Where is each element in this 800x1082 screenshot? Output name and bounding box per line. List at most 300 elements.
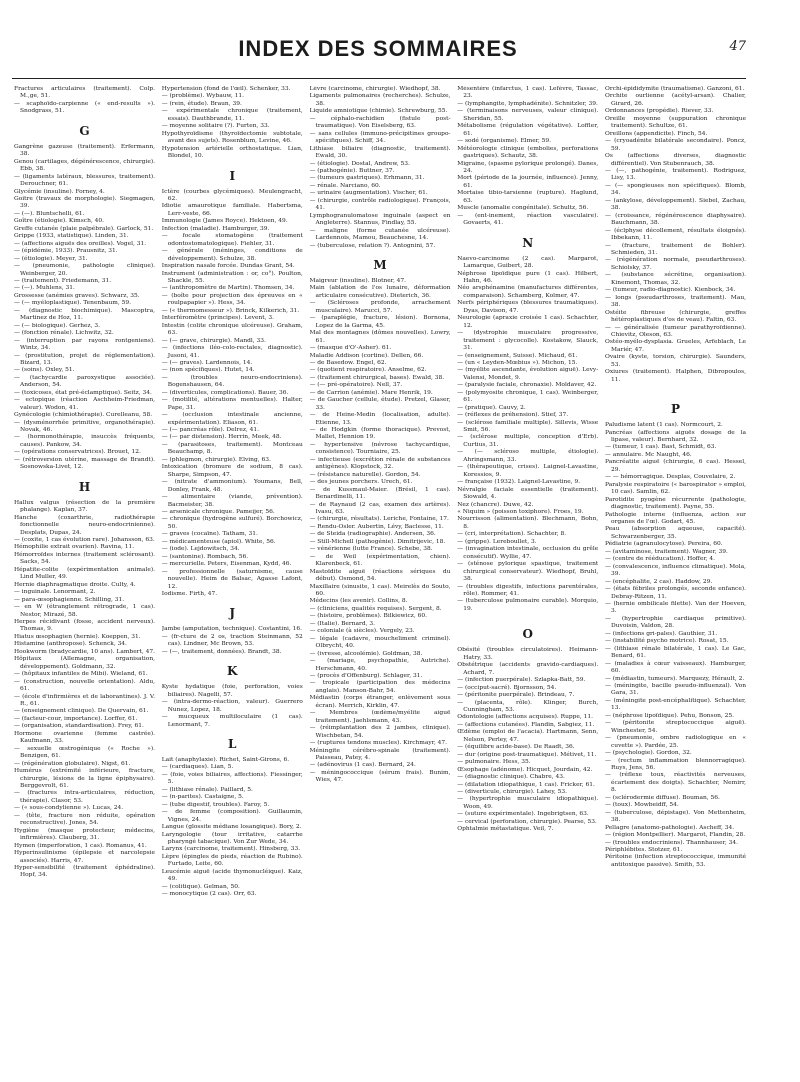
- index-entry: — tropicale (participation des médecins anglais). Manson-Bahr, 54.: [309, 680, 451, 694]
- index-entry: — (pneumonie, pathologie clinique). Weinberger, 20.: [14, 263, 155, 277]
- index-entry: — méningococcique (sérum frais). Bunim, Wies, 47.: [309, 769, 451, 784]
- index-entry: Hypothyroïdisme (thyroïdectomie subtotale, avant des sujets). Rosenblum, Levine, 46.: [161, 130, 303, 145]
- index-entry: — (pratique). Cauvy, 2.: [457, 404, 526, 411]
- index-entry: — sans cellules (immuno-précipitines groupo-spécifiques). Schiff, 34.: [309, 130, 451, 145]
- page-title: INDEX DES SOMMAIRES: [238, 36, 518, 61]
- index-entry: Oxiures (traitement). Halphen, Dibropoulos, 11.: [605, 369, 746, 383]
- index-entry: — (hôpitaux infantiles de Mibi). Wieland, 61.: [14, 671, 148, 678]
- index-entry: — (—). Bluntschelli, 61.: [14, 210, 85, 217]
- index-entry: — (chirurgie, contrôle radiologique). François, 41.: [309, 197, 451, 212]
- index-entry: — (— pré-opératoire). Nell, 37.: [309, 382, 403, 389]
- index-entry: Inspiration nasale forcée. Dundas Grant, 54.: [161, 263, 295, 270]
- index-entry: — (résistance naturelle). Gordon, 54.: [309, 471, 421, 478]
- index-entry: — (infection puerpérale). Szlapka-Batt, 59.: [457, 677, 586, 684]
- index-entry: — (soins). Oxley, 51.: [14, 367, 75, 374]
- index-entry: — (traitement). Friedemann, 31.: [14, 277, 112, 284]
- index-entry: — (éclphyse décollement, résultats éloignés). Ibbekann, 11.: [605, 227, 746, 242]
- index-entry: — (coxite, 1 cas évolution rare). Johansson, 63.: [14, 537, 155, 544]
- index-entry: Ostéite fibreuse (chirurgie, greffes hétéroplastiques d'os de veau). Faltin, 63.: [605, 309, 746, 324]
- index-entry: — de Carrion (anémie). Mare Henrik, 19.: [309, 389, 433, 396]
- index-entry: Hookworm (bradycardie, 10 ans). Lambert, 47.: [14, 648, 155, 655]
- index-entry: — (tachycardie paroxystique associée). Anderson, 54.: [14, 374, 155, 389]
- index-entry: — (épidémie, 1933). Prausnitz, 31.: [14, 248, 118, 255]
- index-entry: — (— spongieuses non spécifiques). Blomb, 34.: [605, 182, 746, 197]
- index-entry: — (hypertrophie musculaire idiopathique). Woon, 49.: [457, 796, 599, 810]
- index-entry: Lait (anaphylaxie). Richet, Saint-Girons, 6.: [161, 756, 290, 763]
- index-entry: — dur (origine post-traumatique). Métivet, 11.: [457, 751, 597, 758]
- index-entry: — (ruptures tendons muscles). Kirchmayr, 47.: [309, 740, 447, 747]
- index-entry: — (— pancréas rôle). Delrez, 41.: [161, 427, 260, 434]
- index-entry: — (hypertrophie cardiaque primitive). Duvoisin, Valdon, 28.: [605, 615, 746, 630]
- index-entry: — (lithiase rénale bilatérale, 1 cas). Le Gac, Benard, 61.: [605, 645, 746, 660]
- index-entry: Mortaise tibio-tarsienne (rupture). Haglund, 63.: [457, 190, 599, 204]
- index-entry: Iodisme. Firth, 47.: [161, 591, 218, 597]
- index-entry: — (anthropomètre de Martin). Thomsen, 34.: [161, 285, 295, 292]
- index-entry: — focale stomatogène (traitement odontostomatologique). Fiehler, 31.: [161, 233, 303, 247]
- index-column: [457, 86, 598, 1076]
- index-entry: — des jeunes porchers. Urech, 61.: [309, 479, 413, 486]
- index-entry: Mort (période de la journée, influence). Jenny, 61.: [457, 175, 599, 189]
- index-entry: — (problème). Wybauw, 11.: [161, 93, 244, 100]
- index-entry: — mercurielle. Peters, Eisenman, Kydd, 46.: [161, 561, 292, 568]
- index-entry: — vénérienne (lutte France). Schebe, 38.: [309, 546, 433, 553]
- index-entry: — de Basedow. Engel, 62.: [309, 359, 387, 366]
- index-entry: Œsophage (adénome). Hicquet, Jourdain, 42.: [457, 766, 593, 773]
- index-columns: [14, 86, 746, 1076]
- index-entry: — (adénovirus (1 cas). Bernard, 24.: [309, 762, 416, 769]
- index-entry: — (tumeur, radio-diagnostic). Kienbock, 34.: [605, 287, 736, 294]
- index-entry: — (troubles neuro-endocriniens). Bogenshausen, 64.: [161, 374, 303, 389]
- index-entry: — — généralisée (tumeur parathyroïdienne). Chievitz, Oleson, 63.: [605, 324, 746, 338]
- index-entry: Néphrose lipoïdique pure (1 cas). Hilbert, Hahn, 46.: [457, 270, 599, 284]
- index-entry: — (troubles digestifs, infections parentérales, rôle). Rommer, 41.: [457, 583, 599, 597]
- index-entry: Hanche (coxarthrie, radiothérapie fonctionnelle neuro-endocrinienne). Desplats, Dupas, 24.: [14, 514, 155, 536]
- index-entry: Métabolisme (régulation végétative). Loffler, 61.: [457, 123, 599, 137]
- index-entry: — (tumeurs gastriques). Erhmann, 31.: [309, 175, 425, 182]
- index-entry: Migraine, (spasme pylorique prolongé). Danes, 24.: [457, 160, 599, 174]
- index-entry: — (paralysie faciale, chronaxie). Moldaver, 42.: [457, 382, 597, 389]
- index-entry: « Niquim » (poisson toxiphore). Froes, 19.: [457, 509, 584, 516]
- index-column: [605, 86, 746, 1076]
- index-entry: — (école d'infirmières et de laborantines). J. V. R., 61.: [14, 693, 155, 707]
- index-entry: Hypertension (fond de l'œil). Schenker, 33.: [161, 86, 291, 92]
- header-rule: [12, 78, 746, 79]
- index-entry: — (— scléroso multiple, étiologie). Ahringsmann, 33.: [457, 449, 599, 463]
- index-entry: — de Heine-Medin (localisation, adulte). Etienne, 13.: [309, 412, 451, 426]
- index-entry: — (péritonite streptococcique aiguë). Winchester, 54.: [605, 720, 746, 734]
- index-entry: Kyste hydatique (foie, perforation, voies biliaires). Nagelli, 57.: [161, 684, 303, 698]
- index-entry: — (réflexes de préhension). Stief, 37.: [457, 412, 569, 419]
- index-entry: — (iode). Lejdowitsch, 34.: [161, 546, 240, 553]
- index-column: [162, 86, 303, 1076]
- index-entry: — (organisation, standardisation). Frey, 61.: [14, 723, 144, 730]
- index-entry: — (croissance, régénérescence diaphysaire). Bauchmann, 38.: [605, 212, 746, 227]
- index-entry: — (un « Leyden-Mœbius »). Michon, 15.: [457, 359, 578, 366]
- index-entry: — (procès d'Offenburg). Schlager, 31.: [309, 672, 423, 679]
- section-letter-h: H: [78, 479, 91, 494]
- index-entry: Langue (glossite médiane losangique). Bory, 2.: [161, 824, 302, 831]
- index-entry: Hyperinsulinisme (épilepsie et narcolepsie associés). Harris, 47.: [14, 850, 155, 864]
- index-entry: Hiatus œsophagien (hernie). Koeppen, 31.: [14, 633, 141, 640]
- index-entry: — (étiologie). Dostal, Andrew, 53.: [309, 160, 410, 167]
- index-entry: — (régénération globulaire). Nigst, 61.: [14, 760, 131, 767]
- index-entry: — (enseignement, Suisse). Michaud, 61.: [457, 352, 578, 359]
- index-entry: — (équilibre acide-base). De Raadt, 36.: [457, 744, 575, 751]
- index-entry: — chronique (hydrogène sulfuré). Borchowicz, 50.: [161, 516, 303, 530]
- page-number: 47: [729, 39, 746, 54]
- index-entry: — (thérapeutique, crises). Laignel-Lavastine, Koressios, 9.: [457, 464, 599, 478]
- index-entry: Hormone ovarienne (femme castrée). Kaufmann, 33.: [14, 730, 155, 745]
- index-entry: — (hormonothérapie, insuccès fréquents, causes). Pankow, 34.: [14, 434, 155, 448]
- index-entry: — (fonction rénale). Lichwitz, 32.: [14, 330, 114, 337]
- index-entry: Pellagre (anatomo-pathologie). Ascheff, 34.: [605, 824, 735, 831]
- index-entry: — para-œsophagienne. Schilling, 31.: [14, 596, 125, 603]
- index-entry: — rénale. Narciano, 60.: [309, 182, 381, 189]
- index-entry: — (psychologie). Gordon, 32.: [605, 750, 692, 757]
- index-entry: Herpes récidivant (fosse, accident nerveux). Thomas, 9.: [14, 619, 155, 633]
- index-entry: — (régénération normale, pseudarthroses). Schiolsky, 37.: [605, 257, 746, 271]
- index-entry: — (instabilité psycho motrice). Rosat, 15.: [605, 638, 729, 645]
- section-letter-k: K: [227, 664, 238, 679]
- index-entry: — (phlegmon, chirurgie). Elving, 63.: [161, 456, 271, 463]
- index-entry: — (dystrophie musculaire progressive, traitement : glycocolle). Kostakow, Slauck, 31.: [457, 330, 599, 352]
- index-entry: Genou (cartilages, dégénérescence, chirurgie). Ebb, 38.: [14, 158, 155, 173]
- index-entry: Greffe cutanée (plaie palpébrale). Garlock, 51.: [14, 225, 154, 232]
- index-entry: Grippe (1933, statistique). Linden, 31.: [14, 233, 129, 240]
- index-entry: — Rendu-Osler. Aubertin, Lévy, Baclesse, 11.: [309, 523, 444, 530]
- index-entry: — expérimentale chronique (traitement, essais). Dauthbrande, 11.: [161, 108, 303, 122]
- index-entry: — Membres (œdème/myélite aiguë traitement). Jaehlsmann, 43.: [309, 710, 451, 724]
- index-entry: Hémophilie extrait ovarien). Ravina, 11.: [14, 544, 135, 551]
- index-entry: Maladie Addison (cortine). Dellen, 66.: [309, 352, 424, 359]
- index-entry: — (facteur-cour, importance). Lorffer, 61.: [14, 715, 138, 722]
- index-entry: — (diagnostic clinique). Chabre, 43.: [457, 774, 565, 781]
- index-entry: Oreille moyenne (suppuration chronique traitement). Schultze, 61.: [605, 115, 746, 130]
- index-entry: Lithiase biliaire (diagnostic, traitement). Ewald, 30.: [309, 145, 451, 160]
- index-entry: Paludisme latent (1 cas). Normcourt, 2.: [605, 422, 723, 429]
- index-entry: — (traitement chirurgical, bases). Ewald, 38.: [309, 374, 445, 381]
- index-entry: Ovaire (kyste, torsion, chirurgie). Saunders, 53.: [605, 354, 746, 368]
- index-entry: Hôpitaux (Allemagne, organisation, développement). Goldmann, 32.: [14, 656, 155, 670]
- index-entry: Nerfs périphériques (blessures traumatiques). Dyas, Davison, 47.: [457, 300, 599, 314]
- index-entry: — (— biologique). Gerhez, 3.: [14, 322, 100, 329]
- index-entry: — (enseignement clinique). De Quervain, 61.: [14, 708, 149, 715]
- index-entry: — (Italie). Bernard, 3.: [309, 620, 375, 627]
- index-entry: — (— graves). Lardennois, 14.: [161, 359, 253, 366]
- index-entry: — (toux). Mowbeidff, 54.: [605, 802, 679, 809]
- index-entry: — française (1932). Laignel-Lavastine, 9.: [457, 479, 581, 486]
- index-entry: — (foie, voies biliaires, affections). Fiessinger, 5.: [161, 771, 303, 786]
- index-entry: — (maladies à cœur vaisseaux). Hamburger, 60.: [605, 660, 746, 675]
- index-entry: Hymen (imperforation, 1 cas). Romanus, 41.: [14, 842, 147, 849]
- index-entry: — mucqueux multiloculaire (1 cas). Lenormant, 7.: [161, 714, 303, 728]
- index-entry: Pédiatrie (agranulocytose). Pereira, 60.: [605, 541, 723, 548]
- index-entry: Goître (étiologie). Kimsch, 40.: [14, 218, 104, 225]
- index-entry: — (affections aiguës des oreilles). Vogel, 31.: [14, 240, 147, 247]
- index-entry: — longs (pseudarthroses, traitement). Mau, 38.: [605, 294, 746, 309]
- section-letter-o: O: [522, 627, 533, 642]
- index-entry: — (rétroversion utérine, massage de Brandt). Sosnowska-Livet, 12.: [14, 456, 155, 471]
- index-entry: — de femme (composition). Guillaumin, Vignes, 24.: [161, 809, 303, 823]
- index-entry: — céphalo-rachidien (fistule post-traumatique). Von Eiselsberg, 63.: [309, 115, 451, 130]
- index-entry: — (médiastin, tumeurs). Marquezy, Hérault, 2.: [605, 675, 745, 682]
- index-entry: — (pneumonie, ombre radiologique en « cuvette »). Pardée, 25.: [605, 735, 746, 749]
- index-entry: Obésité (troubles circulatoires). Heimann-Hatry, 33.: [457, 647, 599, 661]
- index-entry: Hémorroïdes internes (traitement sclérosant). Sacks, 54.: [14, 551, 155, 566]
- index-entry: — (péritonite puerpérale). Brindeau, 7.: [457, 692, 575, 699]
- section-letter-n: N: [522, 235, 534, 250]
- index-entry: — maligne (forme cutanée ulcéreuse). Lardennois, Mamou, Beauchesne, 14.: [309, 227, 451, 242]
- index-entry: — (diverticule, chirurgie). Lahey, 53.: [457, 788, 568, 795]
- index-entry: — (placenta, rôle). Klinger, Burch, Cunningham, 53.: [457, 699, 599, 713]
- index-entry: — — hémorragique. Desplas, Couvelaire, 2.: [605, 474, 736, 481]
- index-entry: — cervical (perforation, chirurgie). Pearse, 53.: [457, 818, 597, 825]
- index-entry: Glycémie (insuline). Forney, 4.: [14, 188, 105, 195]
- index-entry: Interféromètre (principes). Levent, 3.: [161, 315, 274, 322]
- index-entry: — (paraplégie, fracture, lésion). Bornona, Lopez de la Garma, 45.: [309, 315, 451, 329]
- index-entry: Médecins (les avenir). Collins, 8.: [309, 598, 408, 605]
- index-entry: — (encéphalite, 2 cas). Haddow, 29.: [605, 578, 713, 585]
- index-entry: — de Weil (expérimentation, chien). Klarenbeck, 61.: [309, 553, 451, 568]
- section-letter-i: I: [229, 168, 236, 183]
- index-entry: — (méningite, bacille pseudo-influenzal). Von Gara, 31.: [605, 682, 746, 697]
- index-entry: Naevo-carcinome (2 cas). Margarot, Lamarque, Guibert, 28.: [457, 255, 599, 270]
- index-entry: — (fracture, traitement de Bohler). Schmieden, 31.: [605, 242, 746, 256]
- index-entry: — (chirurgie, résultats). Leriche, Fontaine, 17.: [309, 516, 449, 523]
- index-entry: Fractures articulaires (traitement). Colp. M.,ge, 51.: [14, 86, 155, 100]
- index-entry: — (méningite post-encéphalitique). Schachter, 13.: [605, 697, 746, 712]
- index-entry: — (fr-cture de 2 os, traction Steinmann, 52 cas). Lindner, Mc Brown, 53.: [161, 633, 303, 648]
- index-entry: — alimentaire (viande, prévention). Bacmeister, 38.: [161, 494, 303, 508]
- index-column: [310, 86, 451, 1076]
- index-entry: — (parasitoses, traitement). Montceau Beauchamp, 8.: [161, 441, 303, 456]
- index-entry: Parotidite pyogène récurrente (pathologie, diagnostic, traitement). Payne, 55.: [605, 496, 746, 511]
- index-entry: — annulaire. Mc Naught, 46.: [605, 451, 692, 458]
- index-entry: Histamine (anthropose). Schenck, 34.: [14, 641, 127, 648]
- index-entry: Médiastin (corps étranger, enlèvement sous écran). Merrich, Kirklin, 47.: [309, 695, 451, 709]
- index-entry: — arsenicale chronique. Pameijer, 56.: [161, 509, 275, 516]
- index-entry: — (hernie ombilicale filette). Van der Hoeven, 3.: [605, 601, 746, 615]
- index-entry: Infection (maladie). Hamburger, 39.: [161, 225, 270, 232]
- index-entry: Gynécologie (chimiothérapie). Curelleanu, 58.: [14, 412, 153, 419]
- index-entry: — (sclérodermie diffuse). Bouman, 56.: [605, 794, 720, 801]
- index-entry: Oreillons (appendicite). Finch, 54.: [605, 130, 708, 137]
- index-entry: — (diagnostic biochimique). Mascoptra, Martinez de Hoz, 11.: [14, 307, 155, 322]
- index-entry: — (myélite ascendante, évolution aiguë). Levy-Valensi, Mondet, 9.: [457, 367, 599, 381]
- index-entry: — de Gaucher (cellule, étude). Pretzel, Glaser, 33.: [309, 397, 451, 411]
- index-entry: — (tube digestif, troubles). Faroy, 5.: [161, 801, 270, 808]
- index-entry: — (dysménorrhée primitive, organothérapie). Novak, 46.: [14, 419, 155, 434]
- page-header: [10, 36, 746, 72]
- index-entry: — (occiput-sacré). Bjornsson, 54.: [457, 684, 557, 691]
- index-entry: Main (ablation de l'os lunaire, déformation articulaire consécutive). Dieterich, 36.: [309, 285, 451, 299]
- index-entry: Instrument (administration : or, co°). Poulton, Shackle, 55.: [161, 270, 303, 284]
- section-letter-g: G: [79, 123, 90, 138]
- index-entry: Immunologie (James Royce). Hektoen, 49.: [161, 218, 288, 225]
- index-entry: — (toxicoses, état pré-éclamptique). Seitz, 34.: [14, 389, 152, 396]
- index-entry: — urinaire (augmentation). Vischer, 61.: [309, 190, 428, 197]
- index-entry: — (prostitution, projet de réglementation). Bizard, 13.: [14, 352, 155, 366]
- index-entry: Humérus (extrémité inférieure, fracture, chirurgie, lésions de la ligne épiphysaire). Berggevrolt, 61.: [14, 768, 155, 789]
- index-entry: — (tuberculose, relation ?). Antognini, 57.: [309, 242, 436, 249]
- index-entry: — (tumeur, 1 cas). Bast, Schmidt, 63.: [605, 444, 717, 451]
- index-entry: — (occlusion intestinale ancienne, expérimentation). Eliason, 61.: [161, 412, 303, 426]
- index-entry: — (dilatation idiopathique, 1 cas). Fricker, 61.: [457, 781, 595, 788]
- index-column: [14, 86, 155, 1076]
- index-entry: Hernie diaphragmatique droite. Culty, 4.: [14, 581, 136, 588]
- index-entry: — (pathogénie). Buttner, 37.: [309, 167, 395, 174]
- index-entry: Laryngologie (tour irritative, catarrhe pharyngé tabacique). Von Zur Wede, 34.: [161, 831, 303, 845]
- index-entry: Liquide amniotique (chimie). Schrewburg, 55.: [309, 108, 448, 115]
- index-entry: — (avitaminose, traitement). Wagner, 39.: [605, 548, 728, 555]
- index-entry: Maigreur (insuline). Blotner, 47.: [309, 277, 407, 284]
- index-entry: — (suture expérimentale). Ingebrigtsen, 63.: [457, 811, 589, 818]
- index-entry: Jambe (amputation, technique). Costantini, 16.: [161, 626, 303, 633]
- index-entry: Mal des montagnes (dômes nouvelles). Lowry, 61.: [309, 330, 451, 344]
- index-entry: Grossesse (anémies graves). Schwarz, 35.: [14, 292, 140, 299]
- index-entry: — (construction, nouvelle orientation). Aldu, 61.: [14, 678, 155, 693]
- index-entry: — médicamenteuse (apiol). White, 56.: [161, 538, 276, 545]
- index-entry: — (histoire, problèmes). Bilkiewicz, 60.: [309, 613, 427, 620]
- index-entry: — (région Montpellier). Margarot, Flandin, 28.: [605, 832, 746, 839]
- section-letter-p: P: [670, 402, 681, 417]
- index-entry: — (réimplantation des 2 jambes, clinique). Wischbetan, 54.: [309, 725, 451, 739]
- index-entry: Idiotie amaurotique familiale. Habertsma, Lerr-veste, 66.: [161, 203, 303, 217]
- index-entry: — (néphrose lipoïdique). Pehu, Bonson, 25.: [605, 712, 735, 719]
- index-entry: — professionnelle (saturnisme, cause nouvelle). Heim de Balsac, Agasse Lafont, 12.: [161, 568, 303, 590]
- index-entry: Paralysie respiratoire (« barospirator » emploi, 10 cas). Samlin, 62.: [605, 481, 746, 496]
- index-entry: Lèvre (carcinome, chirurgie). Wiedhopf, 38.: [309, 86, 441, 92]
- index-entry: — (infections iléo-colo-rectales, diagnostic). Jusoni, 41.: [161, 345, 303, 359]
- section-letter-m: M: [373, 257, 387, 272]
- index-entry: — (sclérose familiale multiple). Sillevis, Wisse Smit, 56.: [457, 419, 599, 434]
- index-entry: — (Scléroses profonde, arrachement musculaire). Marucci, 57.: [309, 300, 451, 314]
- index-entry: Lèpre (épingles de pieds, réaction de Rubino). Furtado, Leite, 60.: [161, 853, 303, 868]
- index-entry: Ictère (courbes glycémiques). Meulengracht, 62.: [161, 188, 303, 202]
- index-entry: — (nitrate d'ammonium). Youmans, Bell, Donley, Frank, 48.: [161, 479, 303, 493]
- index-entry: — (cryoadénite bilatérale secondaire). Poncz, 59.: [605, 138, 746, 152]
- index-entry: — (interruption par rayons rontgeniens). Wintz, 34.: [14, 337, 155, 352]
- index-entry: Gangrène gazeuse (traitement). Erfermann, 38.: [14, 143, 155, 158]
- index-entry: Intoxication (bromure de sodium, 8 cas). Sharpe, Simpson, 47.: [161, 464, 303, 478]
- index-entry: Peau (absorption aqueuse, capacité). Schwarzenberger, 35.: [605, 526, 746, 540]
- index-entry: — de Raynaud (2 cas, examen des artères). Ivasu, 63.: [309, 501, 451, 516]
- index-entry: Hypotension artérielle orthostatique. Lian, Blondel, 10.: [161, 145, 303, 160]
- index-entry: — légale (cadavre, moucheliment criminel). Olbrycht, 40.: [309, 635, 451, 650]
- index-entry: — (diverticules, complications). Bauer, 36.: [161, 389, 289, 396]
- index-entry: Pancréas (affections aiguës dosage de la lipase, valeur). Bernhard, 32.: [605, 429, 746, 444]
- index-entry: — (masque d'O'-Asher). 61.: [309, 345, 392, 352]
- index-entry: Orchite ourlienne (acétyl-arsan). Chalier, Girard, 26.: [605, 93, 746, 107]
- index-entry: — (sténose pylorique spastique, traitement chirurgical conservateur). Wiedhopf, Bruhl, 38.: [457, 561, 599, 583]
- index-entry: Méningite cérébro-spinale (traitement). Paisseau, Patey, 4.: [309, 747, 451, 761]
- index-entry: — (« sous-condylienne »). Lucas, 24.: [14, 805, 124, 812]
- index-entry: — (boîte pour projection des épreuves en « roulpapapier »). Hess, 34.: [161, 292, 303, 307]
- index-entry: — (rectum inflammation blennorragique). Ruys, Jens, 56.: [605, 757, 746, 771]
- index-entry: Météorologie clinique (embolies, perforations gastriques). Schautz, 38.: [457, 145, 599, 160]
- index-entry: — (rein, étude). Braun, 39.: [161, 100, 242, 107]
- section-letter-l: L: [228, 736, 237, 751]
- index-entry: Œdème (emploi de l'acacia). Hartmann, Senn, Nelson, Perley, 47.: [457, 729, 599, 743]
- index-entry: — (motilité, altérations mentuelles). Halter, Pape, 31.: [161, 397, 303, 411]
- index-entry: — (—, pathogénie, traitement). Rodriguez, Lisy, 13.: [605, 167, 746, 182]
- index-entry: — (— grave, chirurgie). Mandl, 33.: [161, 337, 266, 344]
- index-entry: — (fractures intra-articulaires, réduction, thérapie). Clasor, 53.: [14, 790, 155, 804]
- index-entry: — (santonine). Rombach, 56.: [161, 553, 249, 560]
- index-entry: — (cliniciens, qualités requises). Sergent, 8.: [309, 605, 442, 612]
- index-entry: — (convalescence, influence climatique). Mola, 39.: [605, 563, 746, 578]
- index-entry: — graves (cocaïne). Tatham, 31.: [161, 531, 258, 538]
- index-entry: — (opérations conservatrices). Brouet, 12.: [14, 449, 141, 456]
- index-entry: — (non spécifiques). Hutet, 14.: [161, 367, 255, 374]
- index-entry: — (troubles endocriniens). Thannhauser, 34.: [605, 839, 738, 846]
- index-entry: Ophtalmie métastatique. Veil, 7.: [457, 826, 554, 833]
- index-entry: Maxillaire (sinusite, 1 cas). Meirelès do Souto, 60.: [309, 583, 451, 597]
- index-entry: Ordonnances (propédie). Riever, 33.: [605, 108, 714, 115]
- index-entry: — (intra-dermo-réaction, valeur). Guerrero Nunez, Lopez, 18.: [161, 699, 303, 713]
- index-entry: — monocytique (2 cas). Orr, 63.: [161, 891, 257, 898]
- index-entry: — (réflexe toux, réactivités nerveuses, écartement des doigts). Schachter, Nemirr, 8.: [605, 772, 746, 794]
- index-entry: — (n-parites). Castaigne, 5.: [161, 794, 244, 801]
- index-entry: Mastoïdite aiguë (réactions sériques du début). Osmond, 54.: [309, 568, 451, 583]
- index-entry: — (sclérose multiple, conception d'Erb). Curtius, 31.: [457, 434, 599, 448]
- index-entry: Névralgie faciale essentielle (traitement). Siowald, 4.: [457, 486, 599, 501]
- index-entry: — (— myéloplastique). Tenenbaum, 59.: [14, 300, 131, 307]
- index-entry: — (ivresse, alcoolémie). Goldman, 38.: [309, 650, 423, 657]
- index-entry: — (lymphangite, lymphadénite). Schnitzler, 39.: [457, 100, 598, 107]
- index-entry: — Still-Michell (pathogénie). Dimitrijevic, 18.: [309, 538, 446, 545]
- index-entry: — moyenne solitaire (?). Furten, 33.: [161, 123, 270, 130]
- index-entry: Mésentère (infarctus, 1 cas). Lefèvre, Tassac, 23.: [457, 86, 599, 100]
- index-entry: Nez (chancre). Duwe, 42.: [457, 501, 534, 508]
- index-entry: — (terminaisons nerveuses, valeur clinique). Sheridan, 55.: [457, 108, 599, 122]
- index-entry: — (états fébriles prolongés, seconde enfance). Debray-Ritzen, 11.: [605, 586, 746, 600]
- index-entry: Odontologie (affections acquises). Ruppe, 11.: [457, 714, 594, 721]
- index-entry: Lymphogranulomatose inguinale (aspect en Angleterre). Stannus, Findlay, 55.: [309, 212, 451, 227]
- index-entry: — (cardiaques). Lian, 5.: [161, 764, 234, 771]
- index-entry: — inguinale. Lenormant, 2.: [14, 589, 96, 596]
- index-entry: — (cri, interprétation). Schachter, 8.: [457, 531, 567, 538]
- index-entry: — (affections cutanées). Flandin, Sabgiez, 11.: [457, 721, 595, 728]
- index-entry: Larynx (carcinome, traitement). Hinsberg, 33.: [161, 846, 301, 853]
- index-entry: — infectieuse (excrétion rénale de substances antigènes). Klopstock, 32.: [309, 456, 451, 471]
- index-entry: Nourrisson (alimentation). Blechmann, Bohn, 8.: [457, 516, 599, 530]
- index-entry: Péritoine (infection streptococcique, immunité antitoxique passive). Smith, 53.: [605, 854, 746, 868]
- index-entry: — (mariage, psychopathie, Autriche). Herschmann, 40.: [309, 658, 451, 672]
- index-entry: — (— par distension). Herrin, Meek, 48.: [161, 434, 282, 441]
- index-entry: Hygiène (masque protecteur, médecins, infirmières). Clauberg, 31.: [14, 827, 155, 842]
- index-entry: — (ankylose, développement). Siebel, Zachau, 38.: [605, 197, 746, 212]
- index-entry: — (ent-inement, réaction vasculaire). Govaerts, 41.: [457, 212, 599, 227]
- index-entry: — sexuelle œstrogénique (« Roche »). Benzigen, 61.: [14, 745, 155, 760]
- index-entry: Hyper-sensibilité (traitement éphédraline). Hopf, 34.: [14, 864, 155, 879]
- index-entry: — scaphoïdo-carpienne (« end-results »). Snodgrass, 51.: [14, 100, 155, 115]
- index-entry: — (ligaments latéraux, blessures, traitement). Derouchner, 61.: [14, 173, 155, 188]
- index-entry: Obstétrique (accidents gravido-cardiaques). Achard, 7.: [457, 662, 599, 676]
- index-entry: Hépatite-colite (expérimentation animale). Lind Muller, 49.: [14, 566, 155, 581]
- index-entry: — (invagination intestinale, occlusion du grêle consécutif). Wyllie, 47.: [457, 546, 599, 560]
- index-entry: — (polymyosite chronique, 1 cas). Weinberger, 61.: [457, 389, 599, 404]
- index-entry: — sodé (organisme). Elmer, 59.: [457, 138, 552, 145]
- index-entry: — générale (méninges, conditions de développement). Schulze, 38.: [161, 248, 303, 262]
- index-entry: — (centre de rééducation). Hoffer, 4.: [605, 556, 715, 563]
- index-entry: — (—). Muhlens, 31.: [14, 285, 75, 292]
- index-entry: — (tuberculose, dépistage). Von Mettenheim, 38.: [605, 809, 746, 824]
- index-entry: — de Hodgkin (forme thoracique). Prevost, Mallet, Hennion 19.: [309, 427, 451, 441]
- index-entry: — coloniale (à siècles). Vergely, 23.: [309, 628, 415, 635]
- index-entry: — hypertensive (névrose tachycardique, consistence). Tourniaire, 25.: [309, 441, 451, 456]
- index-entry: — (colitique). Gelman, 50.: [161, 883, 240, 890]
